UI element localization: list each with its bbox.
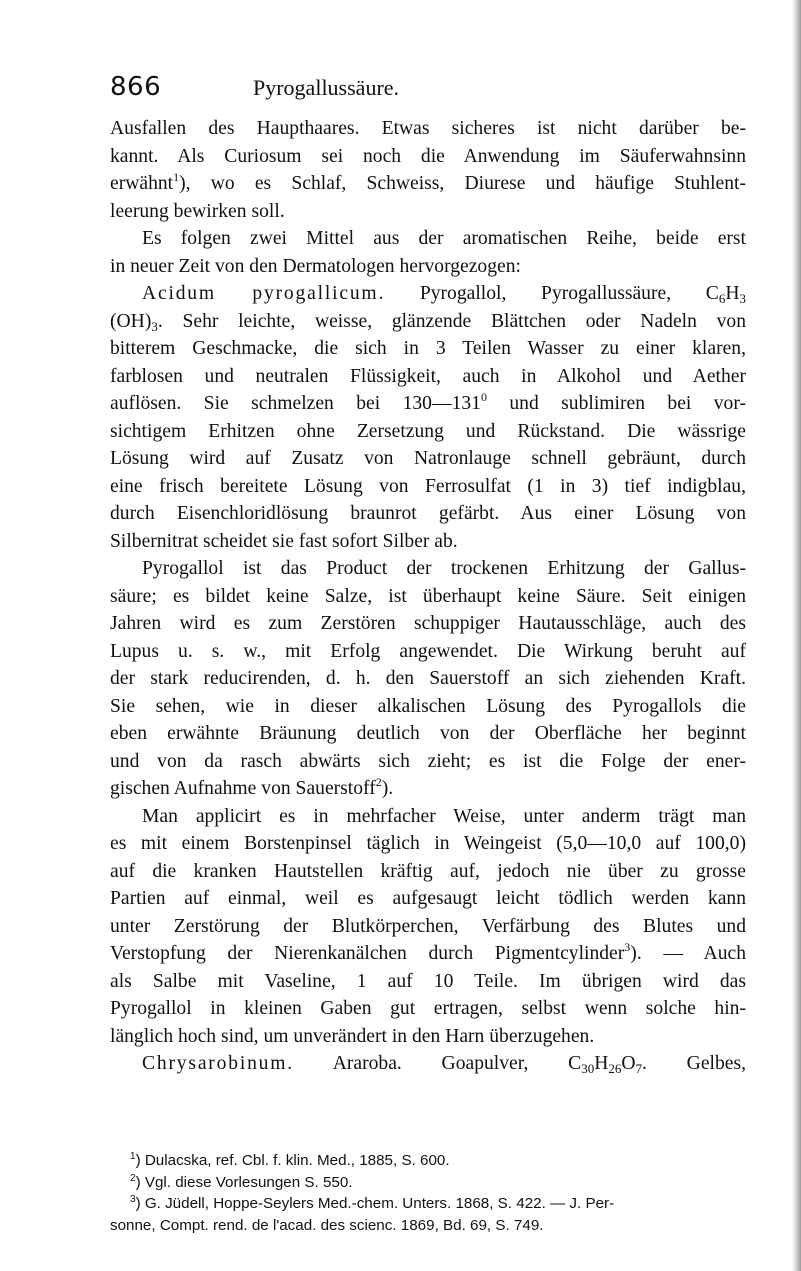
footnote-ref: 1 (173, 170, 180, 184)
footnote-3-continued: sonne, Compt. rend. de l'acad. des scienc. 1869, Bd. 69, S. 749. (110, 1216, 544, 1234)
running-head: Pyrogallussäure. (253, 75, 400, 100)
text-line: bitterem Geschmacke, die sich in 3 Teilen Wasser zu einer klaren, (110, 338, 746, 359)
text-line: Lösung wird auf Zusatz von Natronlauge schnell gebräunt, durch (110, 448, 746, 469)
text-line: länglich hoch sind, um unverändert in den Harn überzugehen. (110, 1025, 595, 1047)
footnotes (110, 1150, 746, 1236)
term-acidum-pyrogallicum: Acidum pyrogallicum. (142, 283, 386, 304)
text-line: leerung bewirken soll. (110, 200, 285, 222)
text-line: gischen Aufnahme von Sauerstoff$^2$). (110, 775, 394, 799)
page-header (110, 72, 710, 112)
text-line: Silbernitrat scheidet sie fast sofort Silber ab. (110, 530, 458, 552)
footnote-3: $^3$) G. Jüdell, Hoppe-Seylers Med.-chem. Unters. 1868, S. 422. — J. Per- (130, 1194, 615, 1212)
text-line: auf die kranken Hautstellen kräftig auf, jedoch nie über zu grosse (110, 860, 746, 882)
text-line: als Salbe mit Vaseline, 1 auf 10 Teile. Im übrigen wird das (110, 970, 746, 992)
text-line: sichtigem Erhitzen ohne Zersetzung und Rückstand. Die wässrige (110, 420, 746, 442)
text-line: Lupus u. s. w., mit Erfolg angewendet. Die Wirkung beruht auf (110, 640, 746, 662)
text-line: $(OH)_3$. Sehr leichte, weisse, glänzende Blättchen oder Nadeln von (110, 310, 746, 334)
text-line: unter Zerstörung der Blutkörperchen, Verfärbung des Blutes und (110, 915, 746, 937)
text-line: durch Eisenchloridlösung braunrot gefärbt. Aus einer Lösung von (110, 503, 746, 524)
text-line: Ausfallen des Haupthaares. Etwas sicheres ist nicht darüber be- (110, 118, 746, 139)
footnote-1: $^1$) Dulacska, ref. Cbl. f. klin. Med., 1885, S. 600. (130, 1151, 450, 1169)
page-number: 866 (110, 72, 162, 102)
text-line: Jahren wird es zum Zerstören schuppiger Hautausschläge, auch des (110, 613, 746, 634)
text-line: eben erwähnte Bräunung deutlich von der Oberfläche her beginnt (110, 723, 746, 744)
term-chrysarobinum: Chrysarobinum. (142, 1053, 295, 1074)
text-line: Verstopfung der Nierenkanälchen durch Pigmentcylinder$^3$). — Auch (110, 940, 746, 964)
footnote-2: $^2$) Vgl. diese Vorlesungen S. 550. (130, 1172, 353, 1191)
text-line: Acidum pyrogallicum. Pyrogallol, Pyrogallussäure, $C_6H_3$ (142, 283, 746, 306)
text-line: auflösen. Sie schmelzen bei $130—131^0$ und sublimiren bei vor- (110, 390, 746, 414)
text-line: der stark reducirenden, d. h. den Sauerstoff an sich ziehenden Kraft. (110, 668, 746, 689)
text-line: Man applicirt es in mehrfacher Weise, unter anderm trägt man (142, 805, 746, 827)
text-line: Pyrogallol in kleinen Gaben gut ertragen, selbst wenn solche hin- (110, 998, 746, 1019)
text-line: eine frisch bereitete Lösung von Ferrosulfat (1 in 3) tief indigblau, (110, 475, 746, 497)
text-line: es mit einem Borstenpinsel täglich in Weingeist (5,0—10,0 auf 100,0) (110, 833, 746, 854)
text-line: Sie sehen, wie in dieser alkalischen Lösung des Pyrogallols die (110, 695, 746, 717)
page-edge-shadow (792, 0, 801, 1271)
text-line: erwähnt$^1$), wo es Schlaf, Schweiss, Diurese und häufige Stuhlent- (110, 170, 746, 194)
text-line: Chrysarobinum. Araroba. Goapulver, $C_{30}H_{26}O_7$. Gelbes, (142, 1053, 746, 1076)
text-line: kannt. Als Curiosum sei noch die Anwendung im Säuferwahnsinn (110, 145, 746, 167)
text-line: Es folgen zwei Mittel aus der aromatischen Reihe, beide erst (142, 228, 746, 249)
text-line: und von da rasch abwärts sich zieht; es ist die Folge der ener- (110, 750, 746, 772)
footnote-ref: 2 (375, 775, 382, 789)
text-line: Partien auf einmal, weil es aufgesaugt leicht tödlich werden kann (110, 888, 746, 909)
text-line: Pyrogallol ist das Product der trockenen Erhitzung der Gallus- (142, 558, 746, 579)
text-line: farblosen und neutralen Flüssigkeit, auch in Alkohol und Aether (110, 365, 746, 387)
text-line: in neuer Zeit von den Dermatologen hervorgezogen: (110, 255, 521, 277)
text-line: säure; es bildet keine Salze, ist überhaupt keine Säure. Seit einigen (110, 585, 746, 607)
body-text (110, 115, 746, 1078)
footnote-ref: 3 (624, 940, 631, 954)
